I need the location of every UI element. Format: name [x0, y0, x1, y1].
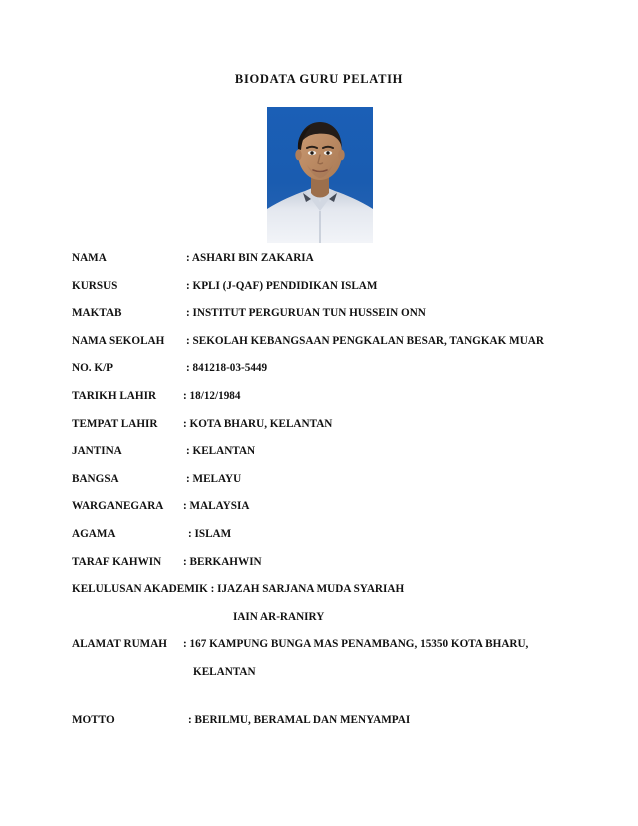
field-label-kursus: KURSUS — [72, 279, 118, 292]
table-row — [0, 556, 638, 584]
field-label-bangsa: BANGSA — [72, 472, 119, 485]
biodata-field-list — [0, 252, 638, 742]
field-value-maktab: : INSTITUT PERGURUAN TUN HUSSEIN ONN — [186, 307, 426, 320]
field-label-maktab: MAKTAB — [72, 307, 122, 320]
field-value-nama-sekolah: : SEKOLAH KEBANGSAAN PENGKALAN BESAR, TANGKAK MUAR — [186, 334, 544, 347]
field-value-alamat-rumah-cont: KELANTAN — [193, 665, 256, 678]
table-row — [0, 473, 638, 501]
field-value-institution: IAIN AR-RANIRY — [233, 610, 325, 623]
field-label-nama: NAMA — [72, 252, 107, 264]
table-row — [0, 583, 638, 611]
table-row — [0, 307, 638, 335]
page-title: BIODATA GURU PELATIH — [234, 72, 404, 86]
table-row — [0, 335, 638, 363]
table-row — [0, 280, 638, 308]
field-label-warganegara: WARGANEGARA — [72, 500, 164, 513]
passport-photo-image — [267, 107, 373, 243]
field-value-motto: : BERILMU, BERAMAL DAN MENYAMPAI — [188, 713, 411, 726]
field-label-no-kp: NO. K/P — [72, 362, 114, 375]
field-label-nama-sekolah: NAMA SEKOLAH — [72, 334, 165, 347]
field-value-no-kp: : 841218-03-5449 — [186, 362, 268, 375]
field-value-warganegara: : MALAYSIA — [183, 500, 250, 513]
table-row — [0, 418, 638, 446]
field-label-motto: MOTTO — [72, 713, 115, 726]
field-value-nama: : ASHARI BIN ZAKARIA — [186, 252, 314, 264]
table-row — [0, 252, 638, 280]
field-label-alamat-rumah: ALAMAT RUMAH — [72, 638, 167, 651]
table-row — [0, 528, 638, 556]
field-value-tempat-lahir: : KOTA BHARU, KELANTAN — [183, 417, 333, 430]
field-label-agama: AGAMA — [72, 527, 116, 540]
field-value-kelulusan-akademik: : IJAZAH SARJANA MUDA SYARIAH — [210, 583, 405, 596]
table-row — [0, 445, 638, 473]
field-value-bangsa: : MELAYU — [186, 472, 242, 485]
field-value-jantina: : KELANTAN — [186, 445, 256, 458]
passport-photo — [267, 107, 373, 243]
field-value-agama: : ISLAM — [188, 527, 232, 540]
field-value-alamat-rumah: : 167 KAMPUNG BUNGA MAS PENAMBANG, 15350 KOTA BHARU, — [183, 638, 529, 651]
field-value-kursus: : KPLI (J-QAF) PENDIDIKAN ISLAM — [186, 279, 378, 292]
table-row — [0, 638, 638, 666]
academic-institution-line — [0, 611, 638, 639]
address-continuation-line — [0, 666, 638, 688]
row-spacer — [0, 688, 638, 714]
field-label-tarikh-lahir: TARIKH LAHIR — [72, 389, 157, 402]
field-label-tempat-lahir: TEMPAT LAHIR — [72, 417, 158, 430]
field-label-taraf-kahwin: TARAF KAHWIN — [72, 555, 162, 568]
field-value-tarikh-lahir: : 18/12/1984 — [183, 389, 241, 402]
table-row — [0, 500, 638, 528]
field-label-jantina: JANTINA — [72, 445, 122, 458]
field-value-taraf-kahwin: : BERKAHWIN — [183, 555, 262, 568]
table-row — [0, 390, 638, 418]
table-row — [0, 362, 638, 390]
field-label-kelulusan-akademik: KELULUSAN AKADEMIK — [72, 583, 211, 596]
table-row — [0, 714, 638, 742]
